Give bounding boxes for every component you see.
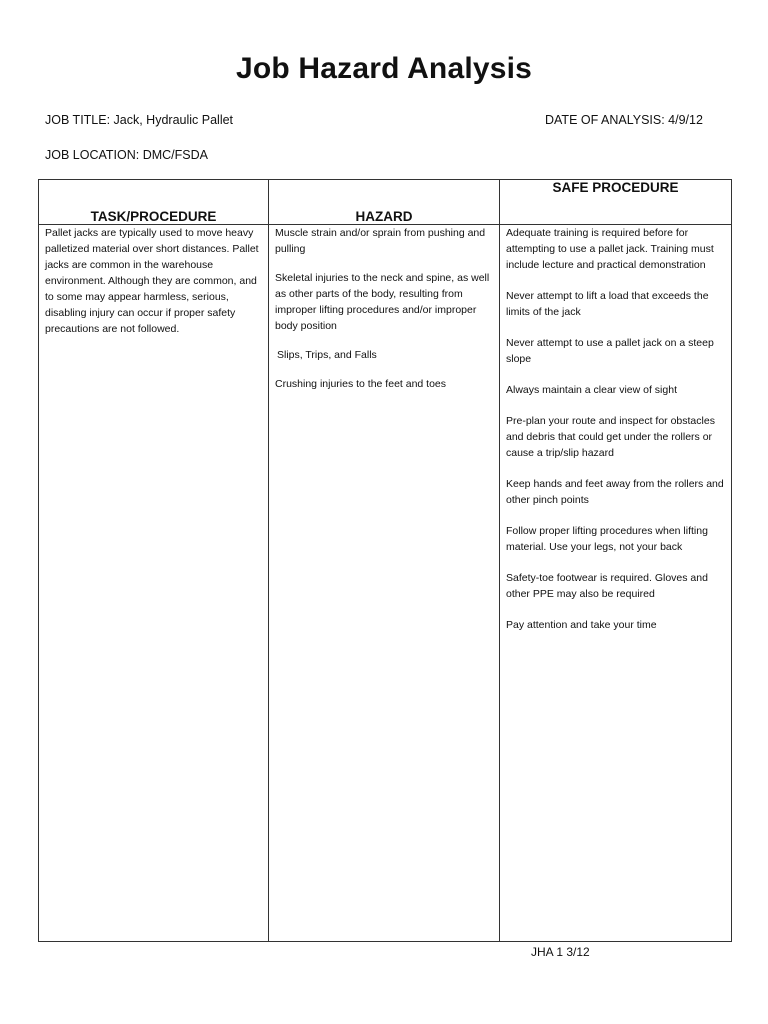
safe-procedure-item: Pay attention and take your time	[506, 619, 657, 631]
task-description: Pallet jacks are typically used to move heavy palletized material over short distances. Pallet jacks are common in the warehouse environment. Although they are common, and to some may appear harmless, serious, disabling injury can occur if proper safety precautions are not followed.	[45, 227, 259, 335]
safe-procedure-item: Always maintain a clear view of sight	[506, 384, 677, 396]
safe-procedure-item: Safety-toe footwear is required. Gloves and other PPE may also be required	[506, 572, 708, 600]
safe-procedure-item: Never attempt to lift a load that exceeds the limits of the jack	[506, 290, 709, 318]
job-title: JOB TITLE: Jack, Hydraulic Pallet	[45, 113, 234, 127]
document-title: Job Hazard Analysis	[235, 52, 533, 85]
safe-procedure-cell	[500, 225, 732, 942]
hazard-analysis-table	[38, 179, 732, 942]
safe-procedure-item: Never attempt to use a pallet jack on a steep slope	[506, 337, 714, 365]
safe-procedure-header: SAFE PROCEDURE	[500, 180, 732, 225]
date-of-analysis: DATE OF ANALYSIS: 4/9/12	[545, 113, 703, 127]
table-header-row	[39, 180, 732, 225]
hazard-header: HAZARD	[269, 180, 500, 225]
task-procedure-header: TASK/PROCEDURE	[39, 180, 269, 225]
safe-procedure-item: Adequate training is required before for attempting to use a pallet jack. Training must include lecture and practical demonstration	[506, 227, 714, 271]
job-location: JOB LOCATION: DMC/FSDA	[45, 148, 208, 162]
hazard-item: Slips, Trips, and Falls	[277, 349, 377, 361]
table-row	[39, 225, 732, 942]
footer-code: JHA 1 3/12	[531, 945, 590, 959]
hazard-item: Skeletal injuries to the neck and spine, as well as other parts of the body, resulting from improper lifting procedures and/or improper body position	[275, 272, 490, 332]
safe-procedure-item: Follow proper lifting procedures when lifting material. Use your legs, not your back	[506, 525, 708, 553]
safe-procedure-item: Keep hands and feet away from the rollers and other pinch points	[506, 478, 724, 506]
hazard-item: Muscle strain and/or sprain from pushing and pulling	[275, 227, 486, 255]
safe-procedure-item: Pre-plan your route and inspect for obstacles and debris that could get under the rollers or cause a trip/slip hazard	[506, 415, 715, 459]
hazard-item: Crushing injuries to the feet and toes	[275, 378, 447, 390]
hazard-cell	[269, 225, 500, 942]
task-procedure-cell	[39, 225, 269, 942]
